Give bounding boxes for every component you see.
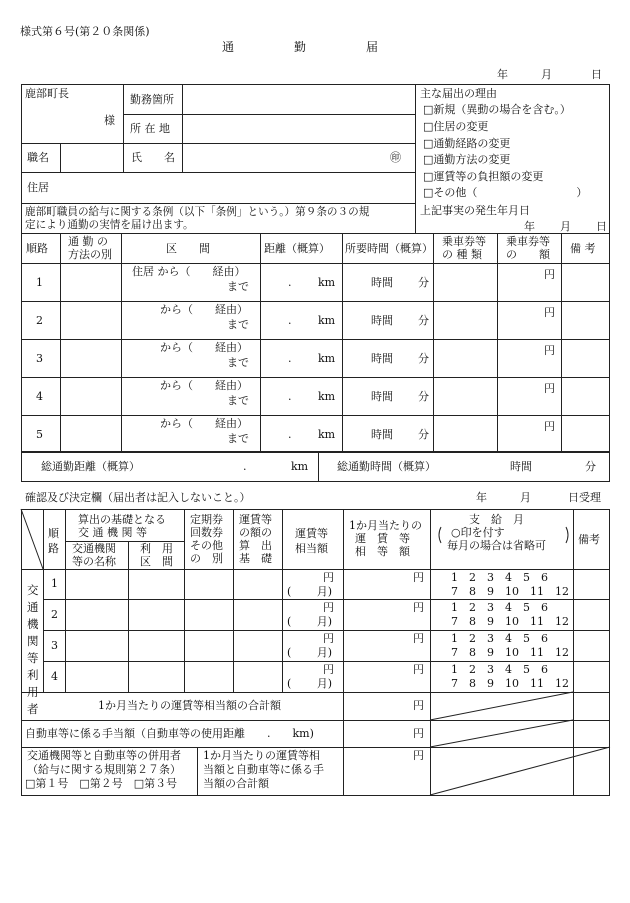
reason-other: □その他（ ）	[423, 186, 588, 199]
confirm-row-months-1: 1 2 3 4 5 6	[451, 663, 548, 676]
route-row-dot: .	[288, 276, 292, 289]
confirm-row-fare-yen: 円	[323, 632, 334, 645]
grand-total-l1: 1か月当たりの運賃等相	[203, 749, 320, 762]
route-row-yen: 円	[544, 382, 555, 395]
confirm-col-basis2-l3: 算 出	[239, 539, 272, 552]
confirm-col-ticket-l3: その他	[190, 539, 223, 552]
route-col-time: 所要時間（概算）	[345, 242, 433, 255]
declaration-line2: 定により通勤の実情を届け出ます。	[25, 219, 194, 231]
route-row-yen: 円	[544, 420, 555, 433]
confirm-col-basis2-l2: の額の	[239, 526, 272, 539]
grand-total-l3: 当額の合計額	[203, 777, 269, 790]
route-row-hour: 時間	[371, 390, 393, 403]
confirm-col-pay-l3: 毎月の場合は省略可	[447, 539, 546, 552]
confirm-col-basis-l2: 交 通 機 関 等	[78, 526, 147, 539]
reason-route: □通勤経路の変更	[423, 137, 511, 150]
route-row-km: km	[318, 390, 336, 403]
confirm-col-fare-l2: 相当額	[295, 542, 328, 555]
route-row-dot: .	[288, 428, 292, 441]
car-allowance-label: 自動車等に係る手当額（自動車等の使用距離 . km)	[25, 727, 314, 740]
confirm-row-months-2: 7 8 9 10 11 12	[451, 585, 569, 598]
sum-yen: 円	[413, 699, 424, 712]
route-row-no: 2	[36, 314, 43, 327]
confirm-row-fare-month: ( 月)	[287, 615, 333, 628]
combined-user-l2: （給与に関する規則第２７条）	[27, 763, 181, 776]
route-row-from: から（ 経由）	[160, 303, 248, 316]
confirm-col-ticket-l2: 回数券	[190, 526, 223, 539]
confirm-row-monthly-yen: 円	[413, 601, 424, 614]
grand-total-l2: 当額と自動車等に係る手	[203, 763, 324, 776]
confirm-row-fare-month: ( 月)	[287, 585, 333, 598]
route-col-ticket-type-l1: 乗車券等	[442, 235, 486, 248]
route-row-from: 住居 から（ 経由）	[132, 265, 246, 278]
confirm-col-basis2-l1: 運賃等	[239, 513, 272, 526]
confirm-row-fare-yen: 円	[323, 663, 334, 676]
confirm-row-months-1: 1 2 3 4 5 6	[451, 601, 548, 614]
addressee: 鹿部町長	[25, 87, 69, 100]
route-row-dot: .	[288, 314, 292, 327]
reason-fare: □運賃等の負担額の変更	[423, 170, 544, 183]
route-row-no: 5	[36, 428, 43, 441]
car-allowance-yen: 円	[413, 727, 424, 740]
confirm-col-monthly-l3: 相 等 額	[355, 545, 410, 558]
total-time-hour: 時間	[510, 460, 532, 473]
reason-new: □新規（異動の場合を含む。）	[423, 103, 571, 116]
confirm-row-fare-month: ( 月)	[287, 677, 333, 690]
received-year: 年	[476, 491, 487, 504]
route-row-hour: 時間	[371, 428, 393, 441]
confirm-row-fare-yen: 円	[323, 571, 334, 584]
reasons-title: 主な届出の理由	[420, 87, 497, 100]
route-row-to: まで	[227, 432, 249, 445]
route-row-to: まで	[227, 280, 249, 293]
route-col-distance: 距離（概算）	[264, 242, 330, 255]
total-distance-label: 総通勤距離（概算）	[41, 460, 140, 473]
confirm-col-fare-l1: 運賃等	[295, 527, 328, 540]
total-distance-dot: .	[243, 460, 247, 473]
route-row-hour: 時間	[371, 276, 393, 289]
confirm-col-org-l2: 等の名称	[72, 555, 116, 568]
submit-date-day: 日	[591, 68, 602, 81]
total-time-minute: 分	[585, 460, 596, 473]
total-time-label: 総通勤時間（概算）	[337, 460, 436, 473]
route-col-no: 順路	[26, 242, 48, 255]
confirm-col-remarks: 備考	[578, 533, 600, 546]
route-row-to: まで	[227, 356, 249, 369]
route-col-ticket-amount-l1: 乗車券等	[506, 235, 550, 248]
confirm-col-section-l1: 利 用	[140, 542, 173, 555]
confirm-col-org-l1: 交通機関	[72, 542, 116, 555]
route-col-method-l1: 通 勤 の	[68, 235, 108, 248]
route-row-no: 3	[36, 352, 43, 365]
addressee-sama: 様	[104, 114, 115, 127]
confirm-title: 確認及び決定欄（届出者は記入しないこと。）	[25, 491, 251, 504]
workplace-label: 勤務箇所	[130, 93, 174, 106]
confirm-row-monthly-yen: 円	[413, 632, 424, 645]
occurrence-month: 月	[560, 220, 571, 233]
combined-user-l1: 交通機関等と自動車等の併用者	[27, 749, 181, 762]
route-col-ticket-amount-l2: の 額	[506, 248, 550, 261]
confirm-row-months-2: 7 8 9 10 11 12	[451, 646, 569, 659]
submit-date-year: 年	[497, 68, 508, 81]
route-col-section: 区 間	[166, 242, 210, 255]
route-row-minute: 分	[418, 428, 429, 441]
position-label: 職名	[27, 151, 49, 164]
route-row-hour: 時間	[371, 352, 393, 365]
page-title: 通 勤 届	[222, 40, 379, 54]
route-row-from: から（ 経由）	[160, 417, 248, 430]
confirm-col-pay-l2: ○印を付す	[451, 526, 505, 539]
route-row-minute: 分	[418, 390, 429, 403]
confirm-col-ticket-l1: 定期券	[190, 513, 223, 526]
route-row-yen: 円	[544, 268, 555, 281]
location-label: 所 在 地	[130, 122, 170, 135]
confirm-col-monthly-l2: 運 賃 等	[355, 532, 410, 545]
route-row-from: から（ 経由）	[160, 379, 248, 392]
confirm-row-months-1: 1 2 3 4 5 6	[451, 571, 548, 584]
confirm-col-no-l1: 順	[48, 527, 59, 540]
form-number: 様式第６号(第２０条関係)	[20, 25, 150, 38]
confirm-col-pay-l1: 支 給 月	[469, 513, 524, 526]
confirm-row-months-2: 7 8 9 10 11 12	[451, 615, 569, 628]
route-row-yen: 円	[544, 344, 555, 357]
route-col-ticket-type-l2: の 種 類	[442, 248, 482, 261]
confirm-row-monthly-yen: 円	[413, 663, 424, 676]
grand-total-yen: 円	[413, 749, 424, 762]
reason-address: □住居の変更	[423, 120, 489, 133]
confirm-row-no: 4	[51, 670, 58, 683]
confirm-row-no: 2	[51, 608, 58, 621]
route-row-to: まで	[227, 394, 249, 407]
route-row-yen: 円	[544, 306, 555, 319]
route-row-km: km	[318, 314, 336, 327]
route-row-to: まで	[227, 318, 249, 331]
confirm-col-no-l2: 路	[48, 542, 59, 555]
received-month: 月	[520, 491, 531, 504]
route-row-km: km	[318, 428, 336, 441]
route-row-km: km	[318, 352, 336, 365]
combined-user-l3: □第１号 □第２号 □第３号	[25, 777, 178, 790]
occurrence-date-label: 上記事実の発生年月日	[420, 204, 530, 217]
reason-method: □通勤方法の変更	[423, 153, 511, 166]
route-row-minute: 分	[418, 352, 429, 365]
submit-date-month: 月	[541, 68, 552, 81]
confirm-col-ticket-l4: の 別	[190, 552, 223, 565]
occurrence-day: 日	[596, 220, 607, 233]
confirm-row-no: 3	[51, 639, 58, 652]
route-row-dot: .	[288, 352, 292, 365]
name-label: 氏 名	[131, 151, 175, 164]
seal-mark: ㊞	[390, 151, 401, 164]
confirm-col-basis2-l4: 基 礎	[239, 552, 272, 565]
side-label-transport-user: 交 通 機 関 等 利 用 者	[27, 583, 39, 716]
confirm-row-months-2: 7 8 9 10 11 12	[451, 677, 569, 690]
route-row-hour: 時間	[371, 314, 393, 327]
route-row-minute: 分	[418, 314, 429, 327]
confirm-row-fare-yen: 円	[323, 601, 334, 614]
route-row-dot: .	[288, 390, 292, 403]
total-distance-km: km	[291, 460, 309, 473]
confirm-col-section-l2: 区 間	[140, 555, 173, 568]
route-row-from: から（ 経由）	[160, 341, 248, 354]
route-col-method-l2: 方法の別	[68, 248, 112, 261]
occurrence-year: 年	[524, 220, 535, 233]
route-col-remarks: 備 考	[570, 242, 596, 255]
route-row-minute: 分	[418, 276, 429, 289]
confirm-row-monthly-yen: 円	[413, 571, 424, 584]
route-row-km: km	[318, 276, 336, 289]
sum-label: 1か月当たりの運賃等相当額の合計額	[98, 699, 281, 712]
confirm-row-no: 1	[51, 577, 58, 590]
confirm-col-basis-l1: 算出の基礎となる	[78, 513, 166, 526]
route-row-no: 4	[36, 390, 43, 403]
route-row-no: 1	[36, 276, 43, 289]
confirm-row-months-1: 1 2 3 4 5 6	[451, 632, 548, 645]
confirm-col-monthly-l1: 1か月当たりの	[349, 519, 422, 532]
address-label: 住居	[27, 181, 49, 194]
received-label: 日受理	[568, 491, 601, 504]
declaration-line1: 鹿部町職員の給与に関する条例（以下「条例」という。）第９条の３の規	[25, 206, 370, 218]
confirm-row-fare-month: ( 月)	[287, 646, 333, 659]
